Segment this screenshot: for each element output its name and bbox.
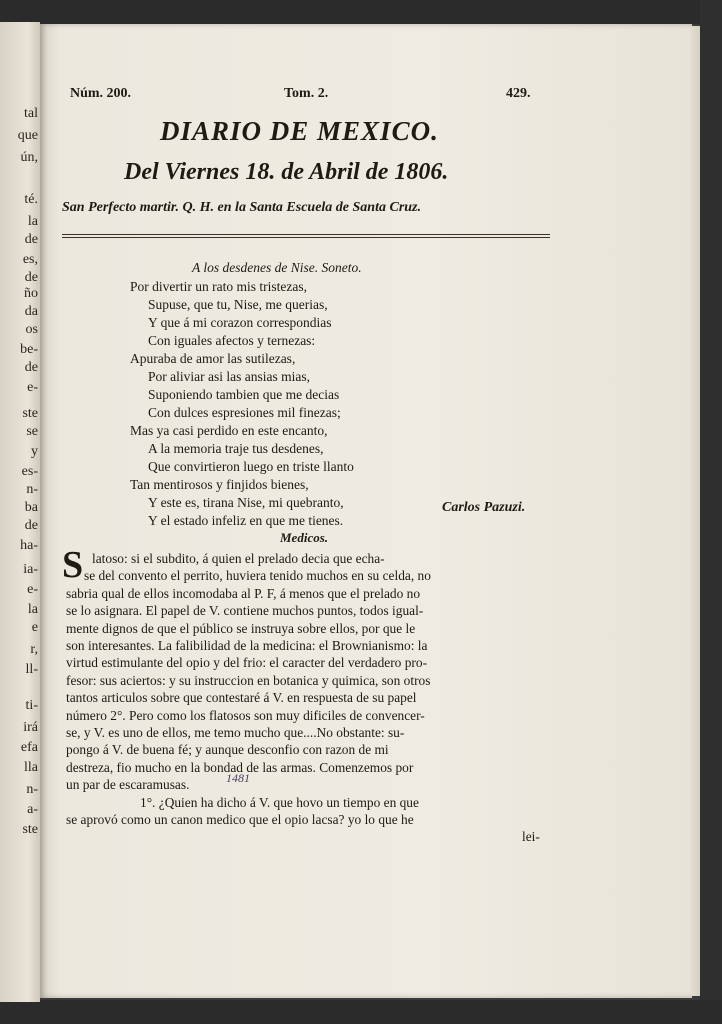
- page-number: 429.: [506, 86, 531, 101]
- previous-page-fragment: que: [17, 128, 38, 143]
- previous-page-fragment: y: [31, 444, 38, 459]
- previous-page-fragment: de: [24, 518, 38, 533]
- previous-page-fragment: la: [27, 214, 38, 229]
- previous-page-fragment: r,: [30, 642, 38, 657]
- article-line: se, y V. es uno de ellos, me temo mucho que....No obstante: su-: [66, 725, 405, 740]
- article-line: se aprovó como un canon medico que el opio lacsa? yo lo que he: [66, 812, 414, 827]
- previous-page-fragment: ha-: [20, 538, 38, 553]
- article-line: lei-: [522, 829, 540, 845]
- article-line: son interesantes. La falibilidad de la medicina: el Brownianismo: la: [66, 638, 428, 653]
- previous-page-fragment: se: [26, 424, 38, 439]
- previous-page-fragment: irá: [23, 720, 38, 735]
- article-line: virtud estimulante del opio y del frio: el caracter del verdadero pro-: [66, 655, 428, 671]
- poem-title: A los desdenes de Nise. Soneto.: [192, 260, 362, 275]
- article-line: se lo asignara. El papel de V. contiene muchos puntos, todos igual-: [66, 603, 424, 619]
- article-line: fesor: sus aciertos: y su instruccion en botanica y quimica, son otros: [66, 672, 431, 688]
- poem-line: Que convirtieron luego en triste llanto: [148, 459, 354, 474]
- scan-background-right: [700, 0, 722, 1024]
- header-divider: [62, 234, 550, 238]
- previous-page-fragment: a-: [27, 802, 38, 817]
- poem-line: Supuse, que tu, Nise, me querias,: [148, 297, 328, 312]
- scan-background-bottom: [0, 1000, 722, 1024]
- poem-line: Con iguales afectos y ternezas:: [148, 333, 316, 348]
- poem-line: Y que á mi corazon correspondias: [148, 315, 332, 330]
- poem-line: Apuraba de amor las sutilezas,: [130, 351, 296, 366]
- previous-page-fragment: efa: [20, 740, 38, 755]
- previous-page-fragment: es-: [21, 464, 38, 479]
- poem-line: Mas ya casi perdido en este encanto,: [130, 423, 328, 438]
- previous-page-fragment: de: [24, 360, 38, 375]
- article-line: 1°. ¿Quien ha dicho á V. que hovo un tiempo en que: [140, 794, 419, 810]
- issue-number: Núm. 200.: [70, 86, 132, 101]
- previous-page-fragment: ño: [24, 286, 38, 301]
- poem-line: A la memoria traje tus desdenes,: [148, 441, 324, 456]
- previous-page-fragment: ún,: [20, 150, 38, 165]
- previous-page-fragment: ti-: [25, 698, 38, 713]
- article-line: número 2°. Pero como los flatosos son muy dificiles de convencer-: [66, 707, 425, 723]
- previous-page-fragment: de: [24, 270, 38, 285]
- article-line: latoso: si el subdito, á quien el prelado decia que echa-: [92, 551, 385, 566]
- previous-page-fragment: n-: [26, 782, 38, 797]
- previous-page-fragment: da: [24, 304, 38, 319]
- article-line: tantos articulos sobre que contestaré á V. en respuesta de su papel: [66, 690, 417, 706]
- newspaper-page: [40, 24, 692, 998]
- previous-page-fragment: e-: [27, 380, 38, 395]
- previous-page-fragment: e: [31, 620, 38, 635]
- article-line: un par de escaramusas.: [66, 777, 190, 793]
- previous-page-fragment: n-: [26, 482, 38, 497]
- article-heading: Medicos.: [280, 530, 329, 545]
- article-line: destreza, fio mucho en la bondad de las armas. Comenzemos por: [66, 759, 414, 775]
- poem-line: Suponiendo tambien que me decias: [148, 387, 340, 402]
- previous-page-edge: [0, 22, 40, 1002]
- drop-cap: S: [62, 544, 84, 586]
- poem-line: Por aliviar asi las ansias mias,: [148, 369, 310, 384]
- poem-line: Tan mentirosos y finjidos bienes,: [130, 477, 309, 492]
- scan-background-top: [0, 0, 722, 24]
- article-line: se del convento el perrito, huviera tenido muchos en su celda, no: [84, 568, 431, 584]
- masthead-title: DIARIO DE MEXICO.: [160, 116, 439, 146]
- issue-date: Del Viernes 18. de Abril de 1806.: [124, 159, 449, 185]
- previous-page-fragment: tal: [24, 106, 38, 121]
- handwritten-note: 1481: [226, 771, 250, 785]
- article-line: pongo á V. de buena fé; y aunque desconfio con razon de mi: [66, 742, 389, 758]
- previous-page-fragment: ste: [22, 406, 38, 421]
- article-line: sabria qual de ellos incomodaba al P. F, á menos que el prelado no: [66, 585, 421, 601]
- article-line: mente dignos de que el público se instruya sobre ellos, por que le: [66, 620, 416, 636]
- poem-author: Carlos Pazuzi.: [442, 500, 526, 515]
- previous-page-fragment: ia-: [23, 562, 38, 577]
- poem-line: Con dulces espresiones mil finezas;: [148, 405, 341, 420]
- previous-page-fragment: té.: [24, 192, 38, 207]
- saint-of-day: San Perfecto martir. Q. H. en la Santa Escuela de Santa Cruz.: [62, 200, 421, 215]
- poem-line: Y el estado infeliz en que me tienes.: [148, 513, 344, 528]
- previous-page-fragment: ll-: [25, 662, 38, 677]
- poem-line: Y este es, tirana Nise, mi quebranto,: [148, 495, 344, 510]
- previous-page-fragment: be-: [20, 342, 38, 357]
- volume-number: Tom. 2.: [284, 86, 329, 101]
- previous-page-fragment: es,: [22, 252, 38, 267]
- previous-page-fragment: ba: [24, 500, 38, 515]
- previous-page-fragment: os: [25, 322, 38, 337]
- previous-page-fragment: e-: [27, 582, 38, 597]
- previous-page-fragment: ste: [22, 822, 38, 837]
- previous-page-fragment: de: [24, 232, 38, 247]
- previous-page-fragment: lla: [24, 760, 38, 775]
- poem-line: Por divertir un rato mis tristezas,: [130, 279, 307, 294]
- previous-page-fragment: la: [27, 602, 38, 617]
